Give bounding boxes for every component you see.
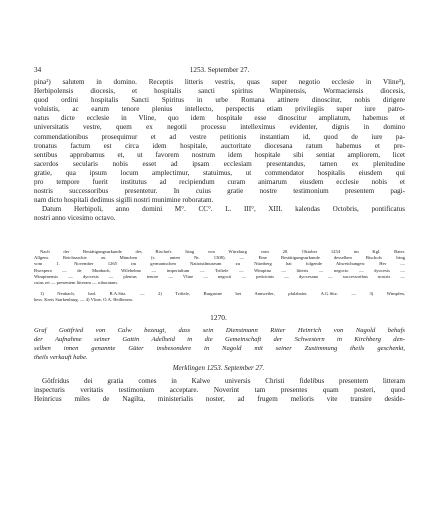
text-line: Heinricus miles de Nagilta, ministerialis noster, ad frugem melioris vite transire deside- — [34, 395, 405, 404]
place-date-line: Merklingen 1253. September 27. — [172, 364, 265, 372]
text-line: nostris successoribus presentetur. In cuius gratie nostre testimonium presentem pagi- — [34, 187, 405, 196]
charter-text — [34, 78, 405, 224]
charter-text-2 — [34, 377, 405, 404]
note-line: vom 1. November 1265 im germanischen Nationalmuseum zu Nürnberg hat folgende Abweichungen: Her — — [34, 261, 405, 267]
note-line: Bwrspera — de Munbach, Wilehelmo — imperialium — Triftele — Wimpina — litteris — negocio — dyocesis — — [34, 267, 405, 273]
text-line: Götfridus dei gratia comes in Kalwe universis Christi fidelibus presentem litteram — [42, 377, 405, 385]
document-number: 1270. — [210, 313, 227, 322]
text-line: Herbipolensis diocesis, et hospitalis sancti spiritus Winpinensis, Wormaciensis diocesis, — [34, 87, 405, 96]
text-line: tronatus factum est circa idem hospitale, auctoritate diocesana ratum habemus et pre- — [34, 141, 405, 150]
source-note — [34, 249, 405, 286]
regest-line: selben innen genannte Güter insbesondere in Nagold mit seiner Zustimmung theils geschenkt, — [34, 344, 405, 352]
footnote-line: 1) Neubach, bad. B.A.Sitz. — 2) Triftele, Burgruine bei Annweiler, pfalzbaier. A.G.Sitz. — 3) Wimpfen, — [40, 291, 405, 296]
text-line: pina²) salutem in domino. Receptis litteris vestris, quas super negotio ecclesie in Vline³), — [34, 78, 405, 86]
footnote-line: hess. Kreis Starkenburg. — 4) Vline, O.A. Heilbronn. — [34, 297, 133, 303]
text-line: sacerdos secularis nobis esset ad ipsam ecclesiam presentandus, tamen ex plenitudine — [34, 159, 405, 168]
dating-line: Datum Herbipoli, anno domini M°. CC°. L. III°, XIII. kalendas Octobris, pontificatus — [42, 205, 405, 214]
text-line: nostri anno vicesimo octavo. — [34, 214, 116, 223]
note-line: cuius rei — presentem litteram — roboratam. — [34, 279, 118, 285]
text-line: quod ordini hospitalis Sancti Spiritus in urbe Romana attinere dinoscitur, nobis dirigere — [34, 96, 405, 105]
regest-line: der Aufnahme seiner Gattin Adelheid in die Gemeinschaft der Schwestern in Kirchberg den- — [34, 335, 405, 343]
text-line: gratie, qua ipsum locum amplectimur, statuimus, ut commendator hospitalis eiusdem qui — [34, 168, 405, 177]
text-line: pro tempore fuerit institutus ad recipiendum curam animarum eiusdem ecclesie nobis et — [34, 178, 405, 187]
running-header — [34, 66, 405, 76]
regest-line: Graf Gottfried von Calw bezeugt, dass sein Dienstmann Ritter Heinrich von Nagold behufs — [34, 327, 405, 334]
note-line: Nach der Bestätigungsurkunde des Bischofs Iring von Würzburg vom 20. Oktober 1254 im Kgl. Baier. — [40, 249, 405, 254]
note-line: Wimpinensis — dyocesis — plenius tenore — Vline — negocii — peticionis — dyocesana — successoribus nostris — — [34, 273, 405, 279]
page-number: 34 — [34, 66, 42, 74]
text-line: voluistis, ac earum tenore plenius intellecto, perspectis etiam privilegiis super iure patro- — [34, 105, 405, 114]
regest-summary — [34, 327, 405, 363]
text-line: commendationibus prosequimur et ad vestre petitionis instantiam id, quod de iure pa- — [34, 132, 405, 141]
regest-line: theils verkauft habe. — [34, 353, 88, 361]
text-line: sentibus approbamus et, ut favorem nostrum idem hospitale sibi sentiat ampliorem, licet — [34, 150, 405, 159]
text-line: inspecturis veritatis testimonium acceptare. Noverint tam presentes quam posteri, quod — [34, 386, 405, 395]
text-line: universitatis vestre, quem ex negotii processu intelleximus evidenter, dignis in domino — [34, 123, 405, 132]
running-title: 1253. September 27. — [189, 66, 250, 74]
text-line: nam dicto hospitali dedimus sigilli nostri munimine roboratam. — [34, 196, 214, 205]
text-line: natus dicte ecclesie in Vline, quo idem hospitale esse dinoscitur ampliatum, habemus et — [34, 114, 405, 123]
note-line: Allgem. Reichsarchiv zu München (s. unten Nr. 1308). — Eine Bestätigungsurkunde desselben Bischofs Iring — [34, 255, 405, 261]
footnotes — [34, 291, 405, 303]
